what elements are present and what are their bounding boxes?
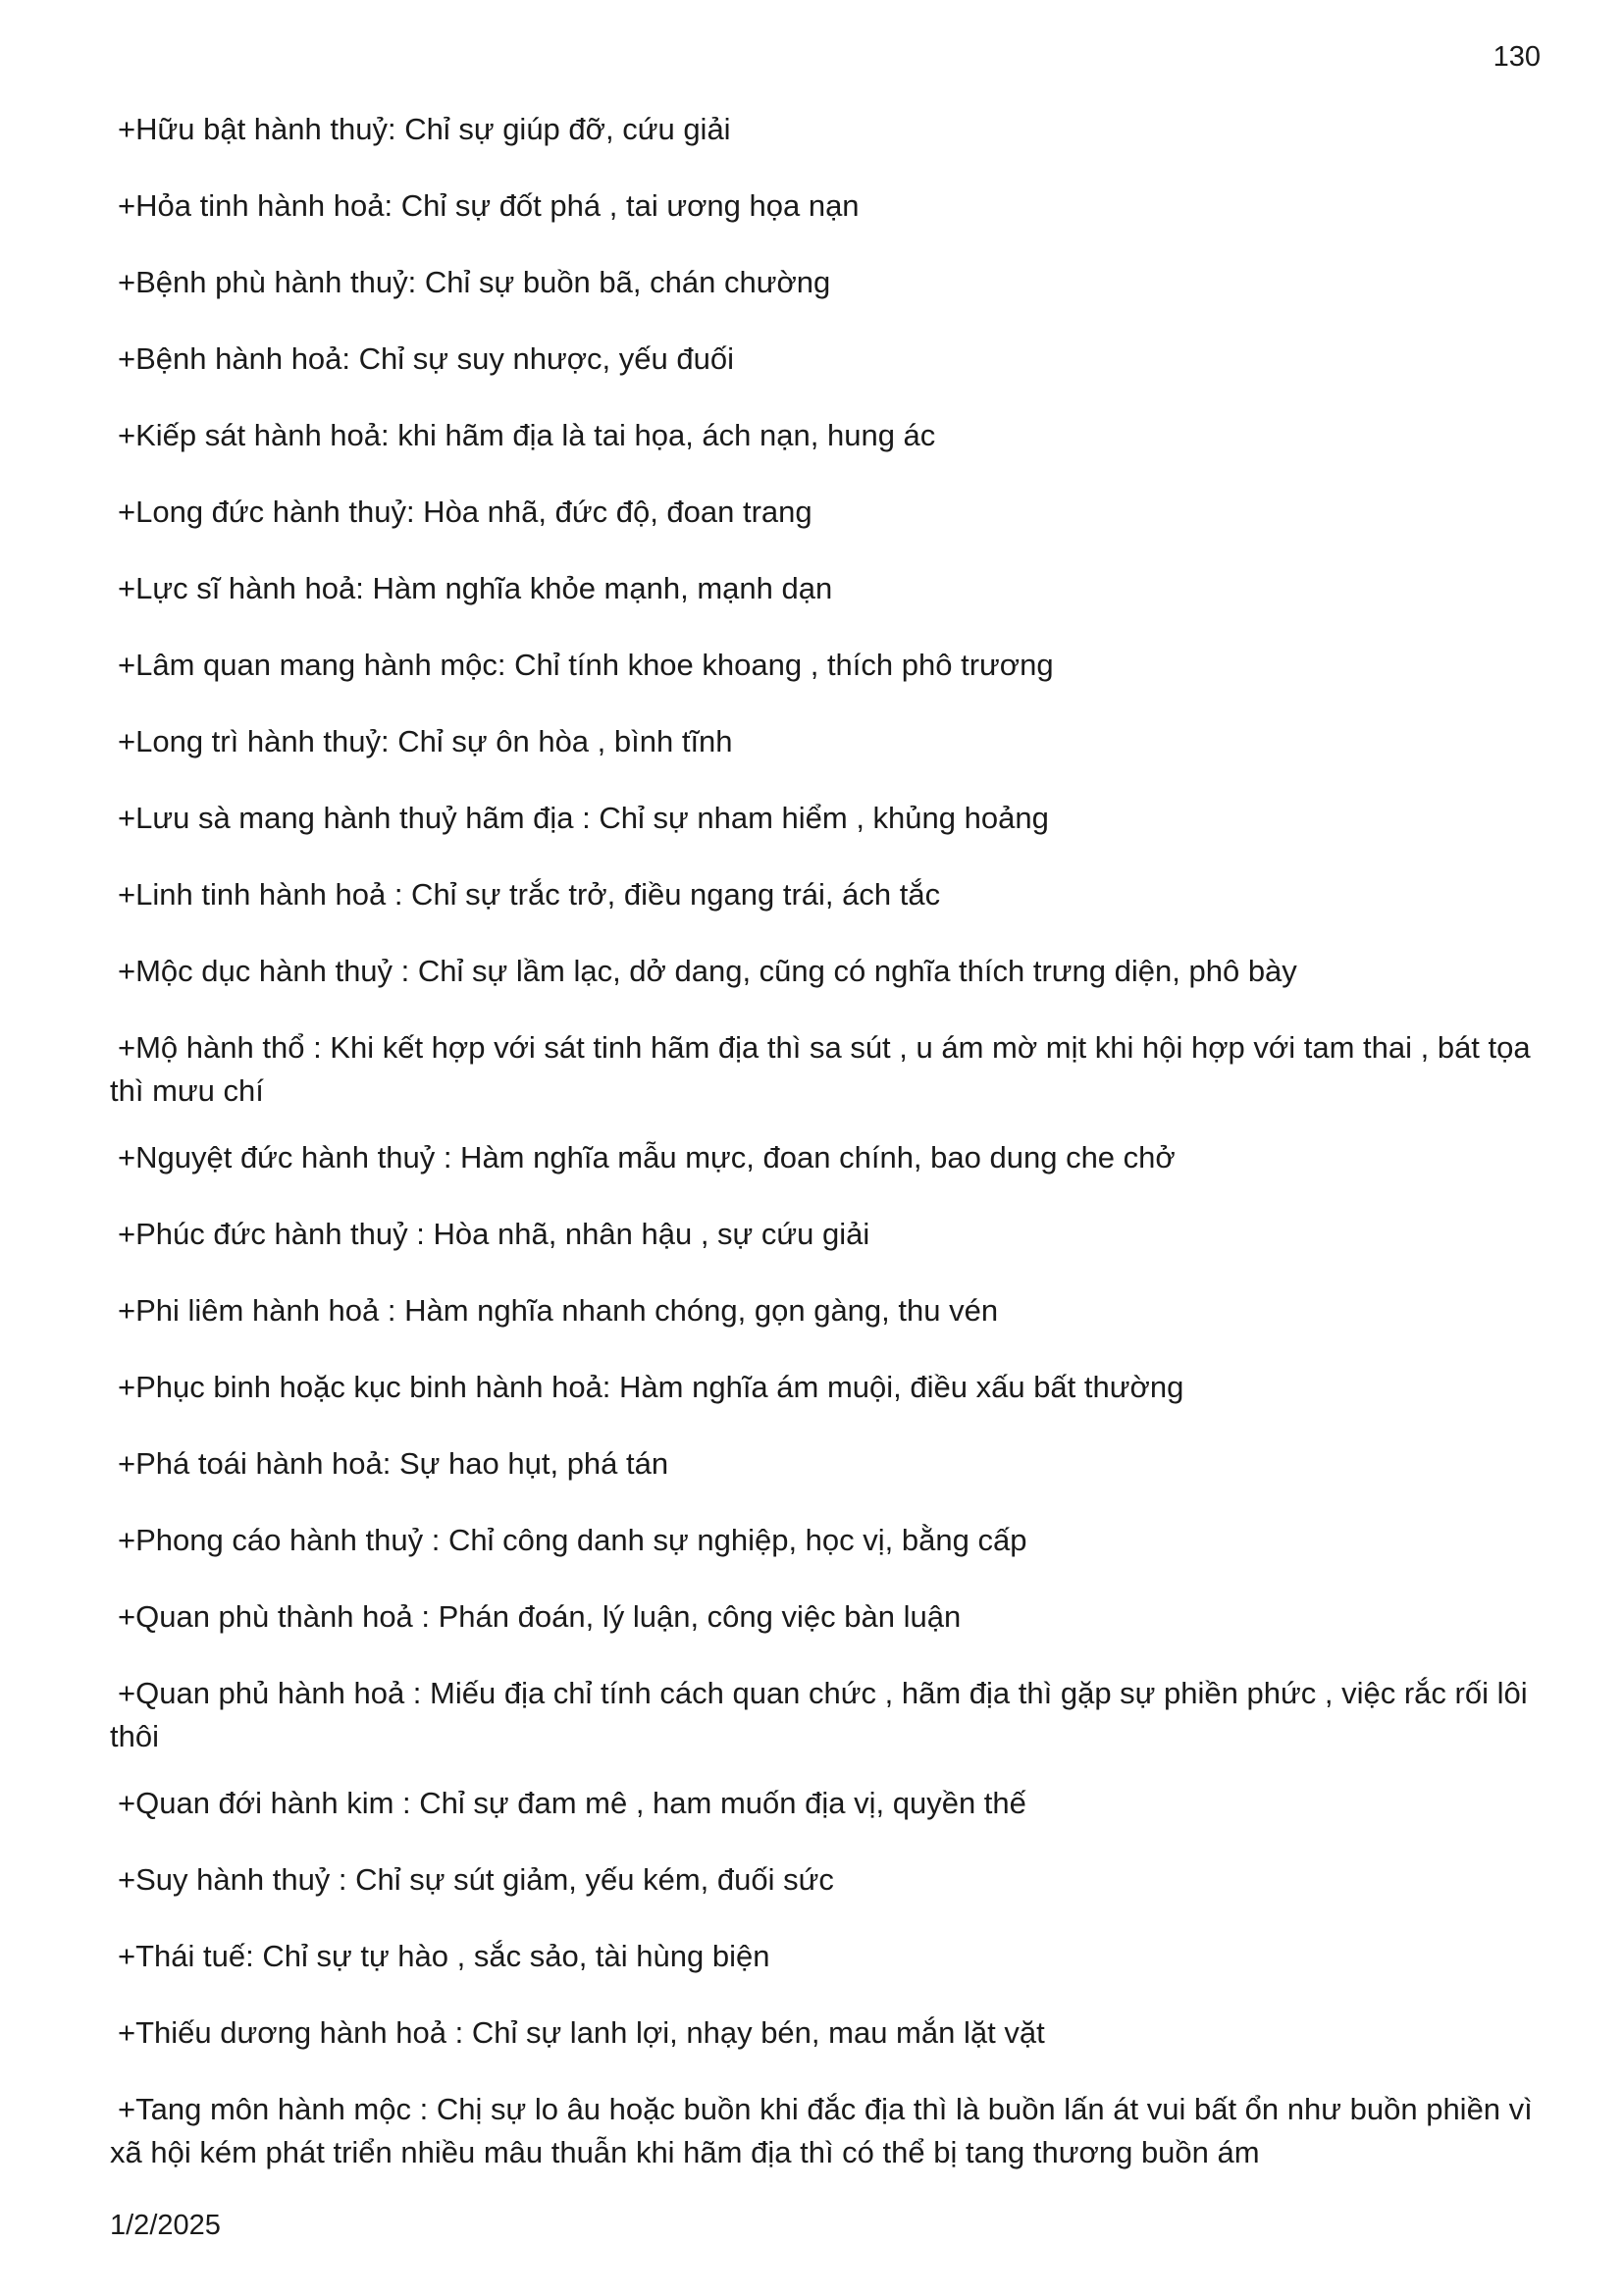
entry-lam-quan: +Lâm quan mang hành mộc: Chỉ tính khoe khoang , thích phô trương <box>118 648 1054 682</box>
entry-benh-phu: +Bệnh phù hành thuỷ: Chỉ sự buồn bã, chán chường <box>118 265 831 299</box>
entry-linh-tinh: +Linh tinh hành hoả : Chỉ sự trắc trở, điều ngang trái, ách tắc <box>118 877 941 912</box>
entry-benh: +Bệnh hành hoả: Chỉ sự suy nhược, yếu đuối <box>118 341 734 376</box>
entry-thieu-duong: +Thiếu dương hành hoả : Chỉ sự lanh lợi, nhạy bén, mau mắn lặt vặt <box>118 2015 1045 2050</box>
entry-mo: +Mộ hành thổ : Khi kết hợp với sát tinh hãm địa thì sa sút , u ám mờ mịt khi hội hợp với tam thai , bát tọa thì mưu chí <box>110 1030 1531 1108</box>
entry-long-duc: +Long đức hành thuỷ: Hòa nhã, đức độ, đoan trang <box>118 495 812 529</box>
footer-date: 1/2/2025 <box>110 2210 221 2241</box>
entry-suy: +Suy hành thuỷ : Chỉ sự sút giảm, yếu kém, đuối sức <box>118 1862 834 1897</box>
entry-nguyet-duc: +Nguyệt đức hành thuỷ : Hàm nghĩa mẫu mực, đoan chính, bao dung che chở <box>118 1140 1176 1174</box>
entry-pha-toai: +Phá toái hành hoả: Sự hao hụt, phá tán <box>118 1446 669 1481</box>
entry-long-tri: +Long trì hành thuỷ: Chỉ sự ôn hòa , bình tĩnh <box>118 724 733 758</box>
entry-quan-phu-hanh: +Quan phủ hành hoả : Miếu địa chỉ tính cách quan chức , hãm địa thì gặp sự phiền phức , việc rắc rối lôi thôi <box>110 1676 1528 1753</box>
entry-quan-phu-thanh: +Quan phù thành hoả : Phán đoán, lý luận, công việc bàn luận <box>118 1599 962 1634</box>
entry-phuc-binh: +Phục binh hoặc kục binh hành hoả: Hàm nghĩa ám muội, điều xấu bất thường <box>118 1370 1184 1404</box>
entry-luc-si: +Lực sĩ hành hoả: Hàm nghĩa khỏe mạnh, mạnh dạn <box>118 571 833 605</box>
entry-tang-mon: +Tang môn hành mộc : Chị sự lo âu hoặc buồn khi đắc địa thì là buồn lấn át vui bất ổn như buồn phiền vì xã hội kém phát triển nhiều mâu thuẫn khi hãm địa thì có thể bị tang thương buồn ám <box>110 2092 1533 2169</box>
entry-phuc-duc: +Phúc đức hành thuỷ : Hòa nhã, nhân hậu , sự cứu giải <box>118 1217 870 1251</box>
entry-thai-tue: +Thái tuế: Chỉ sự tự hào , sắc sảo, tài hùng biện <box>118 1939 770 1973</box>
entry-quan-doi: +Quan đới hành kim : Chỉ sự đam mê , ham muốn địa vị, quyền thế <box>118 1786 1026 1820</box>
entry-hoa-tinh: +Hỏa tinh hành hoả: Chỉ sự đốt phá , tai ương họa nạn <box>118 188 860 223</box>
page-number: 130 <box>1493 41 1541 73</box>
entry-phi-liem: +Phi liêm hành hoả : Hàm nghĩa nhanh chóng, gọn gàng, thu vén <box>118 1293 999 1328</box>
entry-moc-duc: +Mộc dục hành thuỷ : Chỉ sự lầm lạc, dở dang, cũng có nghĩa thích trưng diện, phô bày <box>118 954 1297 988</box>
entry-luu-sa: +Lưu sà mang hành thuỷ hãm địa : Chỉ sự nham hiểm , khủng hoảng <box>118 801 1049 835</box>
entry-phong-cao: +Phong cáo hành thuỷ : Chỉ công danh sự nghiệp, học vị, bằng cấp <box>118 1523 1027 1557</box>
entry-list <box>110 108 1543 2208</box>
entry-huu-bat: +Hữu bật hành thuỷ: Chỉ sự giúp đỡ, cứu giải <box>118 112 731 146</box>
entry-kiep-sat: +Kiếp sát hành hoả: khi hãm địa là tai họa, ách nạn, hung ác <box>118 418 936 452</box>
